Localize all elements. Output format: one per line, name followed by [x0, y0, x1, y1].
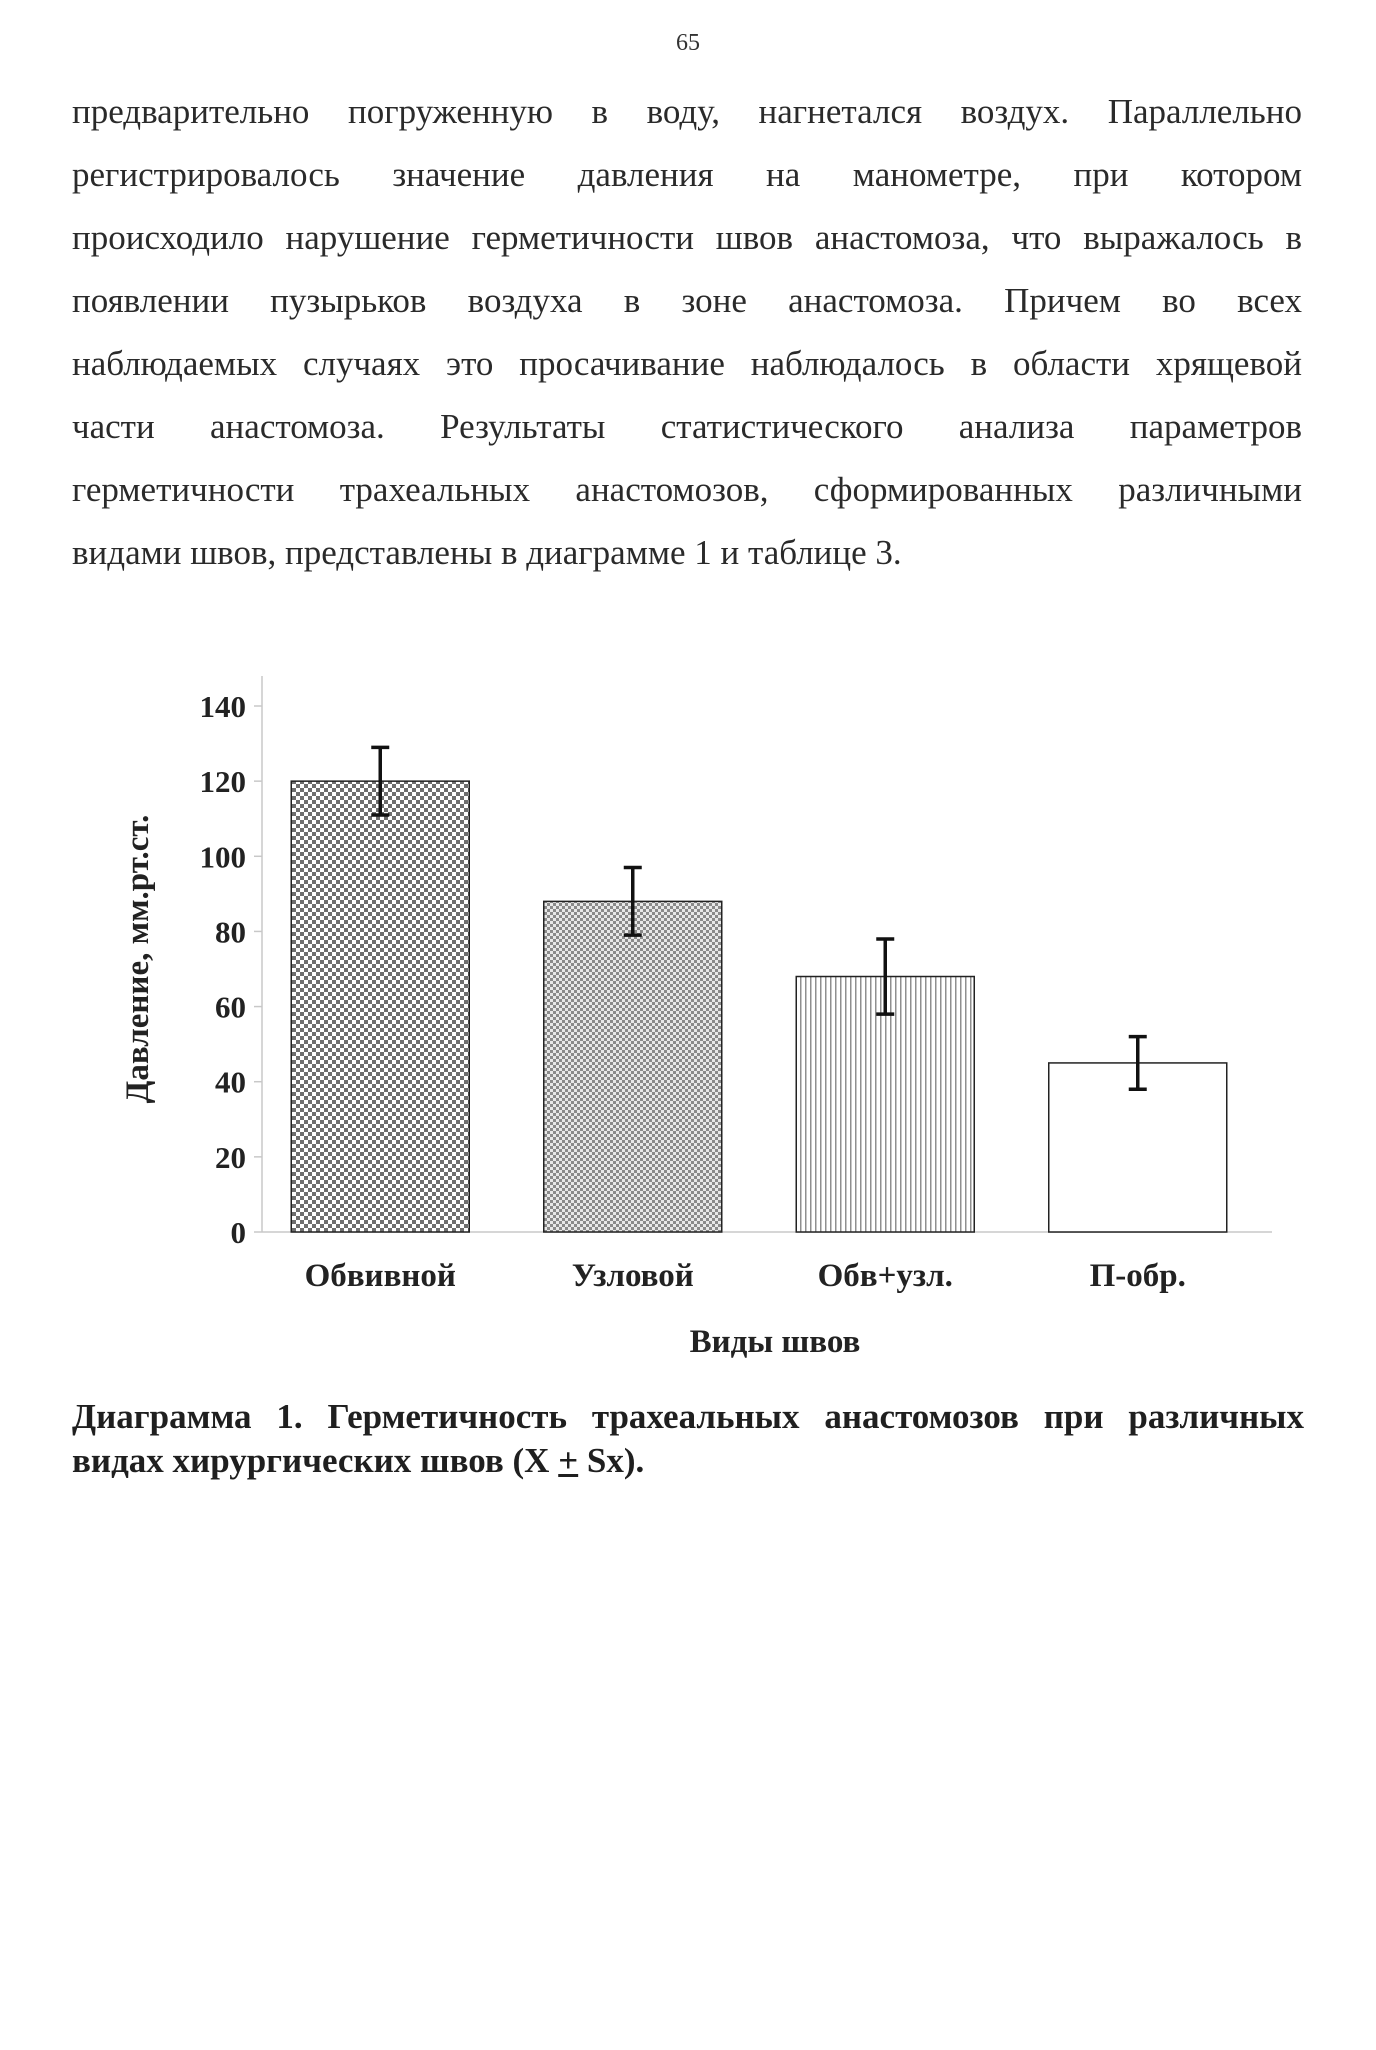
body-paragraph — [72, 80, 1302, 584]
x-tick-label: Обвивной — [304, 1258, 456, 1294]
paragraph-line: видами швов, представлены в диаграмме 1 и таблице 3. — [72, 533, 902, 572]
figure-caption — [72, 1395, 1304, 1483]
paragraph-line: части анастомоза. Результаты статистического анализа параметров — [72, 407, 1302, 446]
plus-minus-symbol: + — [558, 1441, 579, 1480]
paragraph-line: предварительно погруженную в воду, нагнетался воздух. Параллельно — [72, 92, 1302, 131]
paragraph-line: наблюдаемых случаях это просачивание наблюдалось в области хрящевой — [72, 344, 1302, 383]
caption-text: видах хирургических швов (X — [72, 1441, 559, 1480]
chart-canvas — [100, 660, 1320, 1380]
paragraph-line: герметичности трахеальных анастомозов, сформированных различными — [72, 470, 1302, 509]
y-tick-label: 20 — [215, 1139, 246, 1175]
y-tick-label: 140 — [199, 689, 246, 724]
y-tick-label: 80 — [215, 914, 246, 950]
caption-line — [72, 1439, 1304, 1483]
caption-text: Sx). — [578, 1441, 645, 1480]
page-number: 65 — [676, 30, 700, 56]
paragraph-line: происходило нарушение герметичности швов анастомоза, что выражалось в — [72, 218, 1302, 257]
bar — [544, 901, 722, 1232]
y-tick-label: 40 — [215, 1064, 246, 1100]
paragraph-line: появлении пузырьков воздуха в зоне анастомоза. Причем во всех — [72, 281, 1302, 320]
x-axis-label: Виды швов — [689, 1324, 861, 1360]
y-tick-label: 0 — [230, 1215, 246, 1250]
x-tick-label: Узловой — [571, 1258, 694, 1294]
y-tick-label: 100 — [199, 839, 246, 875]
y-tick-label: 60 — [215, 989, 246, 1025]
y-axis-label: Давление, мм.рт.ст. — [120, 814, 156, 1104]
x-tick-label: П-обр. — [1089, 1258, 1186, 1294]
x-tick-label: Обв+узл. — [817, 1258, 953, 1294]
bar-chart — [100, 660, 1320, 1380]
caption-line: Диаграмма 1. Герметичность трахеальных анастомозов при различных — [72, 1397, 1304, 1436]
y-tick-label: 120 — [199, 764, 246, 800]
paragraph-line: регистрировалось значение давления на манометре, при котором — [72, 155, 1302, 194]
bar — [291, 781, 469, 1232]
